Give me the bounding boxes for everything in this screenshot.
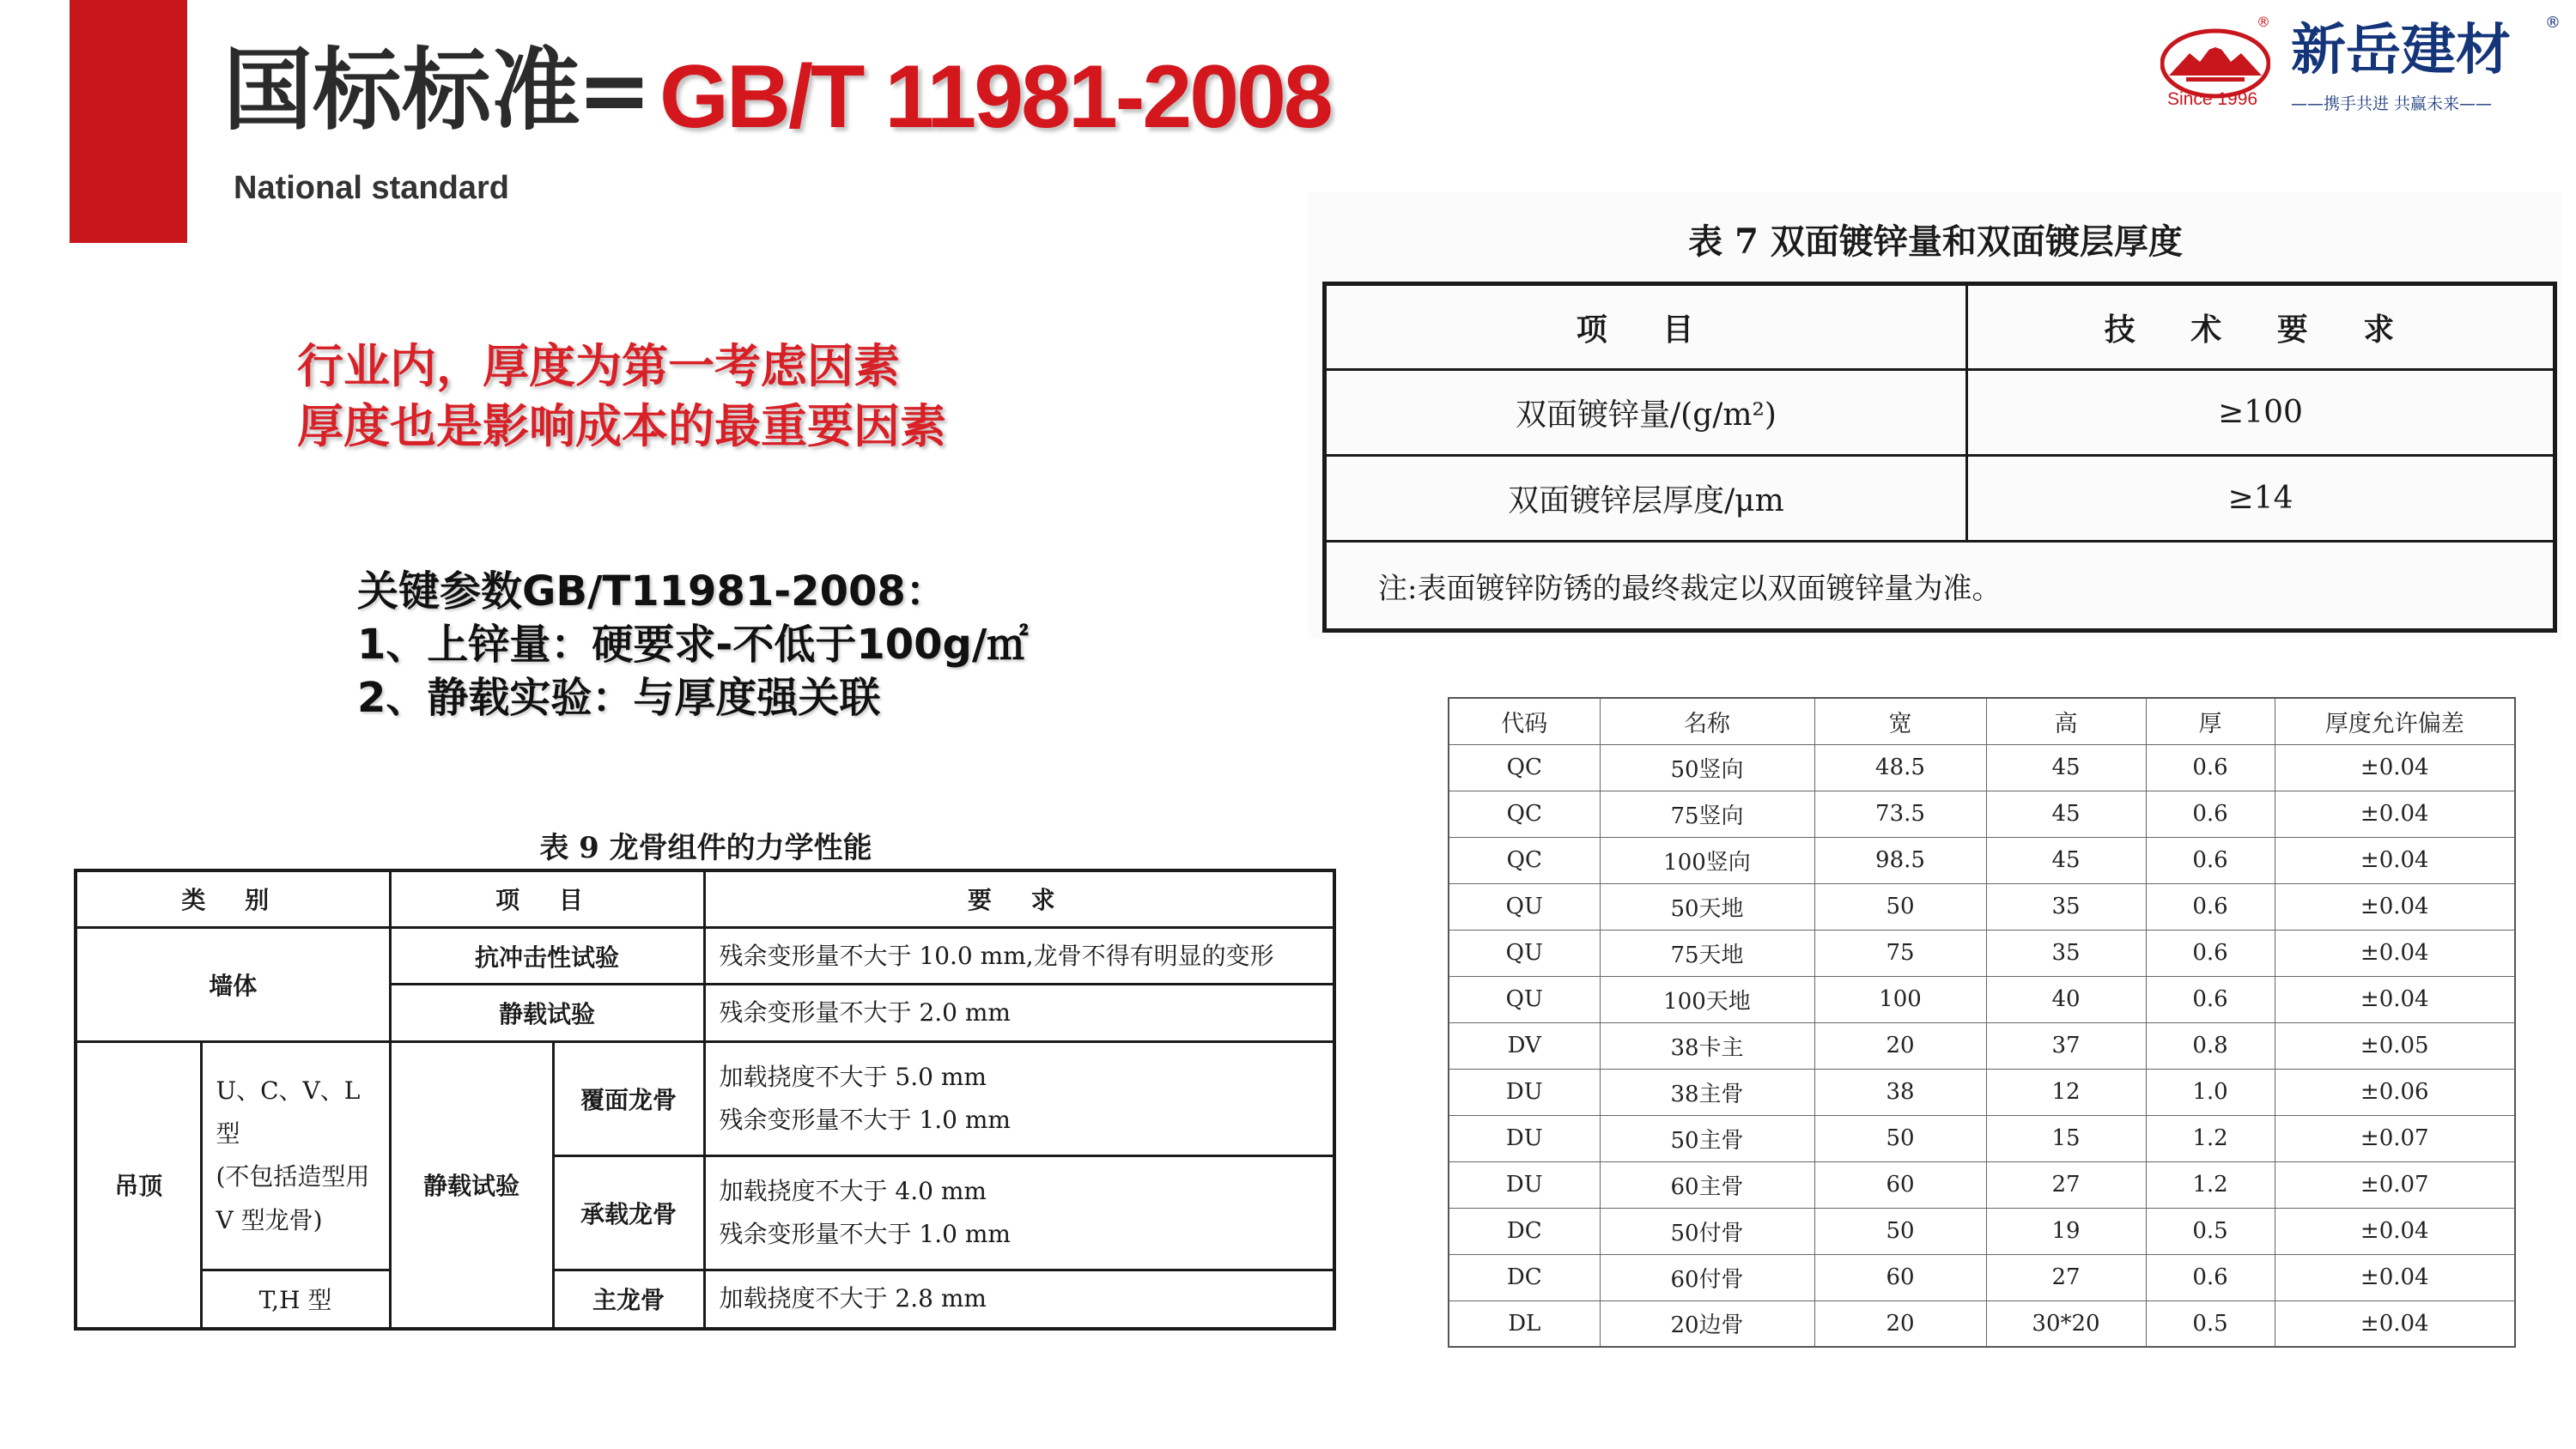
bearing-req-line-1: 加载挠度不大于 4.0 mm	[719, 1176, 987, 1205]
table-cell: 0.6	[2146, 1254, 2275, 1300]
table-cell: 27	[1986, 1254, 2146, 1300]
table-cell: 75天地	[1600, 930, 1814, 976]
table-cell: ±0.06	[2275, 1069, 2515, 1115]
table-cell: 15	[1986, 1115, 2146, 1161]
column-header: 厚度允许偏差	[2275, 698, 2515, 744]
table-cell: 1.2	[2146, 1161, 2275, 1208]
table-row	[1449, 1208, 2515, 1254]
table-cell: 98.5	[1814, 837, 1986, 883]
type-ucvl-note: (不包括造型用	[216, 1162, 370, 1191]
table-cell: 48.5	[1814, 744, 1986, 791]
table-cell: 60付骨	[1600, 1254, 1814, 1300]
table-row	[76, 1270, 1334, 1329]
logo-since-text: Since 1996	[2167, 89, 2258, 109]
table-9-header-item: 项 目	[390, 870, 704, 927]
table-cell: 50竖向	[1600, 744, 1814, 791]
table-cell: ±0.04	[2275, 1254, 2515, 1300]
table-row	[1449, 837, 2515, 883]
table-cell: 45	[1986, 791, 2146, 837]
table-cell: QU	[1449, 976, 1600, 1022]
table-7-note: 注:表面镀锌防锈的最终裁定以双面镀锌量为准。	[1325, 542, 2555, 631]
table-cell: ±0.05	[2275, 1022, 2515, 1069]
table-row	[1449, 930, 2515, 976]
dimension-table-scan	[1448, 697, 2516, 1344]
table-row	[1449, 1022, 2515, 1069]
table-cell: 双面镀锌层厚度/μm	[1325, 456, 1967, 542]
impact-test-item: 抗冲击性试验	[390, 927, 704, 984]
column-header: 宽	[1814, 698, 1986, 744]
table-row	[1449, 1069, 2515, 1115]
table-cell: 0.6	[2146, 883, 2275, 930]
table-cell: 50	[1814, 1115, 1986, 1161]
column-header: 高	[1986, 698, 2146, 744]
wall-static-item: 静载试验	[390, 985, 704, 1041]
table-cell: 双面镀锌量/(g/m²)	[1325, 370, 1967, 456]
table-cell: ≥14	[1967, 456, 2555, 542]
table-cell: 75竖向	[1600, 791, 1814, 837]
table-cell: ≥100	[1967, 370, 2555, 456]
table-cell: 0.6	[2146, 837, 2275, 883]
table-cell: DL	[1449, 1300, 1600, 1347]
table-cell: DC	[1449, 1208, 1600, 1254]
highlight-line-1: 行业内，厚度为第一考虑因素	[297, 339, 900, 393]
red-accent-bar	[70, 0, 187, 243]
table-cell: ±0.04	[2275, 976, 2515, 1022]
table-row	[1449, 1115, 2515, 1161]
table-9-header-requirement: 要 求	[704, 870, 1334, 927]
main-keel-requirement: 加载挠度不大于 2.8 mm	[704, 1270, 1334, 1329]
table-row	[1449, 1161, 2515, 1208]
zinc-coating-table	[1322, 282, 2557, 633]
key-param-zinc: 1、上锌量：硬要求-不低于100g/㎡	[357, 621, 1029, 669]
column-header: 厚	[2146, 698, 2275, 744]
table-row	[1449, 791, 2515, 837]
type-th-label: T,H 型	[201, 1270, 390, 1329]
table-7-header-item: 项 目	[1325, 284, 1967, 370]
table-cell: 20边骨	[1600, 1300, 1814, 1347]
table-cell: ±0.04	[2275, 883, 2515, 930]
type-ucvl-cell	[201, 1041, 390, 1270]
table-9-scan	[70, 815, 1341, 1337]
ceiling-static-item: 静载试验	[390, 1041, 553, 1329]
registered-mark: ®	[2257, 14, 2270, 30]
table-cell: 38卡主	[1600, 1022, 1814, 1069]
table-cell: 60	[1814, 1161, 1986, 1208]
key-param-static-load: 2、静载实验：与厚度强关联	[357, 674, 881, 722]
table-row	[1449, 1254, 2515, 1300]
standard-code: GB/T 11981-2008	[659, 47, 1331, 147]
table-cell: 1.2	[2146, 1115, 2275, 1161]
table-header-row	[1449, 698, 2515, 744]
bearing-keel-label: 承载龙骨	[553, 1155, 704, 1270]
table-cell: ±0.04	[2275, 1208, 2515, 1254]
table-cell: ±0.04	[2275, 1300, 2515, 1347]
cover-keel-label: 覆面龙骨	[553, 1041, 704, 1155]
table-cell: 20	[1814, 1022, 1986, 1069]
table-cell: 30*20	[1986, 1300, 2146, 1347]
table-cell: 1.0	[2146, 1069, 2275, 1115]
table-cell: 37	[1986, 1022, 2146, 1069]
table-cell: 38	[1814, 1069, 1986, 1115]
table-cell: 35	[1986, 930, 2146, 976]
logo-company-name: 新岳建材	[2291, 18, 2511, 82]
table-cell: 38主骨	[1600, 1069, 1814, 1115]
table-cell: 50天地	[1600, 883, 1814, 930]
registered-mark-2: ®	[2545, 14, 2561, 32]
table-row	[1325, 370, 2555, 456]
table-7-title: 表 7 双面镀锌量和双面镀层厚度	[1688, 221, 2183, 262]
table-row	[1449, 883, 2515, 930]
table-cell: 12	[1986, 1069, 2146, 1115]
table-cell: 60主骨	[1600, 1161, 1814, 1208]
table-cell: 20	[1814, 1300, 1986, 1347]
bearing-keel-requirement	[704, 1155, 1334, 1270]
cover-req-line-2: 残余变形量不大于 1.0 mm	[719, 1105, 1011, 1134]
logo-slogan: ——携手共进 共赢未来——	[2291, 94, 2493, 113]
table-row	[76, 927, 1334, 984]
cover-keel-requirement	[704, 1041, 1334, 1155]
table-cell: 0.6	[2146, 930, 2275, 976]
table-row	[1449, 1300, 2515, 1347]
table-row	[76, 1041, 1334, 1155]
table-cell: ±0.04	[2275, 837, 2515, 883]
table-cell: 0.8	[2146, 1022, 2275, 1069]
table-cell: 50	[1814, 1208, 1986, 1254]
table-cell: 45	[1986, 744, 2146, 791]
table-cell: DU	[1449, 1161, 1600, 1208]
table-cell: 45	[1986, 837, 2146, 883]
table-row	[1449, 744, 2515, 791]
table-row	[1325, 456, 2555, 542]
keel-dimension-table	[1448, 697, 2516, 1348]
table-cell: 50付骨	[1600, 1208, 1814, 1254]
page-title: 国标标准	[223, 38, 581, 142]
cover-req-line-1: 加载挠度不大于 5.0 mm	[719, 1062, 987, 1091]
ceiling-category: 吊顶	[76, 1041, 201, 1329]
table-9-title: 表 9 龙骨组件的力学性能	[539, 831, 872, 865]
table-cell: 0.5	[2146, 1300, 2275, 1347]
table-cell: QC	[1449, 791, 1600, 837]
column-header: 代码	[1449, 698, 1600, 744]
key-params-title: 关键参数GB/T11981-2008：	[357, 567, 947, 615]
main-keel-label: 主龙骨	[553, 1270, 704, 1329]
table-cell: DU	[1449, 1069, 1600, 1115]
type-ucvl-note-2: V 型龙骨)	[216, 1205, 323, 1234]
table-cell: DU	[1449, 1115, 1600, 1161]
table-cell: QC	[1449, 837, 1600, 883]
table-cell: DV	[1449, 1022, 1600, 1069]
table-cell: 40	[1986, 976, 2146, 1022]
table-cell: ±0.04	[2275, 791, 2515, 837]
table-cell: DC	[1449, 1254, 1600, 1300]
table-cell: 0.6	[2146, 744, 2275, 791]
table-cell: 35	[1986, 883, 2146, 930]
table-cell: ±0.04	[2275, 744, 2515, 791]
table-cell: QU	[1449, 930, 1600, 976]
table-cell: 0.5	[2146, 1208, 2275, 1254]
table-cell: ±0.04	[2275, 930, 2515, 976]
table-row	[1449, 976, 2515, 1022]
table-cell: QC	[1449, 744, 1600, 791]
company-logo	[2160, 14, 2561, 115]
table-7-scan	[1309, 192, 2562, 639]
wall-static-requirement: 残余变形量不大于 2.0 mm	[704, 985, 1334, 1041]
table-cell: 100	[1814, 976, 1986, 1022]
wall-category: 墙体	[76, 927, 390, 1041]
type-ucvl-label: U、C、V、L 型	[216, 1076, 361, 1149]
table-cell: 50主骨	[1600, 1115, 1814, 1161]
title-equals-sign: =	[577, 38, 653, 142]
table-cell: 73.5	[1814, 791, 1986, 837]
table-cell: ±0.07	[2275, 1115, 2515, 1161]
table-cell: 100天地	[1600, 976, 1814, 1022]
table-cell: 75	[1814, 930, 1986, 976]
bearing-req-line-2: 残余变形量不大于 1.0 mm	[719, 1219, 1011, 1248]
table-9-header-category: 类 别	[76, 870, 390, 927]
keel-mechanical-table	[74, 869, 1336, 1331]
table-cell: ±0.07	[2275, 1161, 2515, 1208]
table-cell: 0.6	[2146, 791, 2275, 837]
table-cell: 100竖向	[1600, 837, 1814, 883]
page-subtitle: National standard	[234, 170, 509, 206]
column-header: 名称	[1600, 698, 1814, 744]
highlight-line-2: 厚度也是影响成本的最重要因素	[297, 399, 946, 453]
table-cell: 27	[1986, 1161, 2146, 1208]
table-7-header-requirement: 技 术 要 求	[1967, 284, 2555, 370]
table-cell: 60	[1814, 1254, 1986, 1300]
table-cell: QU	[1449, 883, 1600, 930]
table-cell: 0.6	[2146, 976, 2275, 1022]
impact-test-requirement: 残余变形量不大于 10.0 mm,龙骨不得有明显的变形	[704, 927, 1334, 984]
table-cell: 50	[1814, 883, 1986, 930]
table-cell: 19	[1986, 1208, 2146, 1254]
